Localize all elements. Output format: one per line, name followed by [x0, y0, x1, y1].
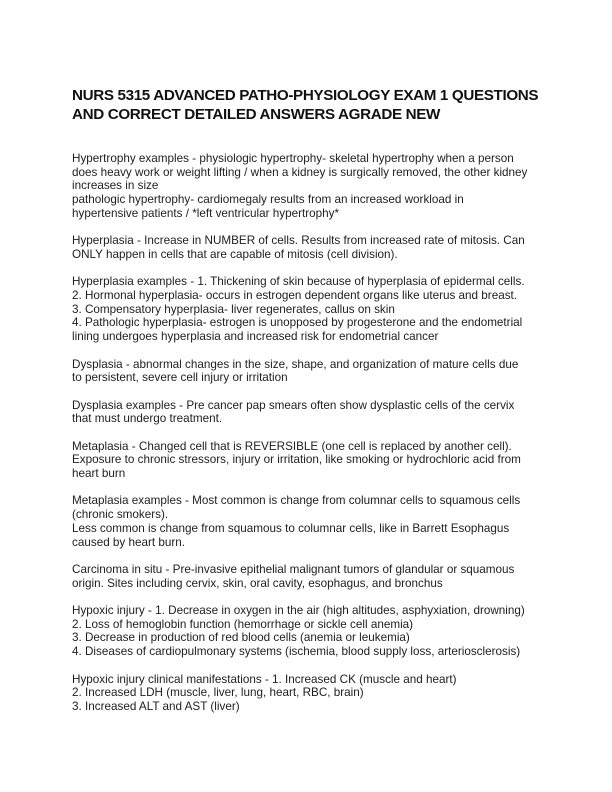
text-line: 3. Compensatory hyperplasia- liver regenerates, callus on skin — [72, 302, 395, 316]
text-line: increases in size — [72, 179, 159, 193]
text-line: Hyperplasia - Increase in NUMBER of cells. Results from increased rate of mitosis. Can — [72, 234, 525, 248]
text-line: Dysplasia examples - Pre cancer pap smears often show dysplastic cells of the cervix — [72, 398, 515, 412]
paragraph-hypertrophy-examples — [72, 152, 552, 221]
paragraph-metaplasia — [72, 440, 552, 481]
text-line: 4. Diseases of cardiopulmonary systems (ischemia, blood supply loss, arteriosclerosis) — [72, 645, 521, 659]
paragraph-dysplasia-examples — [72, 399, 552, 426]
text-line: lining undergoes hyperplasia and increased risk for endometrial cancer — [72, 330, 439, 344]
text-line: Hypertrophy examples - physiologic hypertrophy- skeletal hypertrophy when a person — [72, 152, 514, 165]
text-line: to persistent, severe cell injury or irritation — [72, 371, 288, 385]
text-line: Hypoxic injury clinical manifestations - 1. Increased CK (muscle and heart) — [72, 672, 457, 686]
text-line: (chronic smokers). — [72, 508, 169, 522]
text-line: caused by heart burn. — [72, 535, 186, 549]
text-line: Metaplasia examples - Most common is change from columnar cells to squamous cells — [72, 494, 521, 508]
text-line: Less common is change from squamous to columnar cells, like in Barrett Esophagus — [72, 521, 510, 535]
paragraph-hypoxic-injury-manifestations — [72, 673, 552, 714]
text-line: 2. Loss of hemoglobin function (hemorrhage or sickle cell anemia) — [72, 617, 414, 631]
title-line: AND CORRECT DETAILED ANSWERS AGRADE NEW — [72, 106, 441, 123]
text-line: 2. Hormonal hyperplasia- occurs in estrogen dependent organs like uterus and breast. — [72, 289, 518, 302]
document-title — [72, 86, 542, 124]
text-line: origin. Sites including cervix, skin, oral cavity, esophagus, and bronchus — [72, 576, 443, 590]
document-body — [72, 152, 552, 727]
paragraph-hypoxic-injury — [72, 604, 552, 659]
text-line: 2. Increased LDH (muscle, liver, lung, heart, RBC, brain) — [72, 686, 364, 700]
paragraph-dysplasia — [72, 358, 552, 385]
text-line: Exposure to chronic stressors, injury or irritation, like smoking or hydrochloric acid from — [72, 453, 521, 467]
text-line: Carcinoma in situ - Pre-invasive epithelial malignant tumors of glandular or squamous — [72, 562, 515, 576]
text-line: 3. Increased ALT and AST (liver) — [72, 699, 240, 713]
text-line: ONLY happen in cells that are capable of mitosis (cell division). — [72, 247, 398, 261]
paragraph-hyperplasia-examples — [72, 275, 552, 344]
text-line: that must undergo treatment. — [72, 412, 223, 426]
text-line: Metaplasia - Changed cell that is REVERSIBLE (one cell is replaced by another cell). — [72, 439, 512, 453]
text-line: hypertensive patients / *left ventricular hypertrophy* — [72, 206, 340, 220]
text-line: Hyperplasia examples - 1. Thickening of skin because of hyperplasia of epidermal cells. — [72, 275, 525, 289]
text-line: pathologic hypertrophy- cardiomegaly results from an increased workload in — [72, 193, 464, 207]
text-line: Dysplasia - abnormal changes in the size, shape, and organization of mature cells due — [72, 357, 519, 371]
paragraph-hyperplasia — [72, 234, 552, 261]
paragraph-carcinoma-in-situ — [72, 563, 552, 590]
paragraph-metaplasia-examples — [72, 494, 552, 549]
title-line: NURS 5315 ADVANCED PATHO-PHYSIOLOGY EXAM 1 QUESTIONS — [72, 87, 539, 104]
text-line: Hypoxic injury - 1. Decrease in oxygen in the air (high altitudes, asphyxiation, drowning) — [72, 604, 525, 618]
text-line: heart burn — [72, 467, 126, 481]
text-line: does heavy work or weight lifting / when a kidney is surgically removed, the other kidney — [72, 165, 528, 179]
text-line: 3. Decrease in production of red blood cells (anemia or leukemia) — [72, 631, 410, 645]
text-line: 4. Pathologic hyperplasia- estrogen is unopposed by progesterone and the endometrial — [72, 316, 523, 330]
